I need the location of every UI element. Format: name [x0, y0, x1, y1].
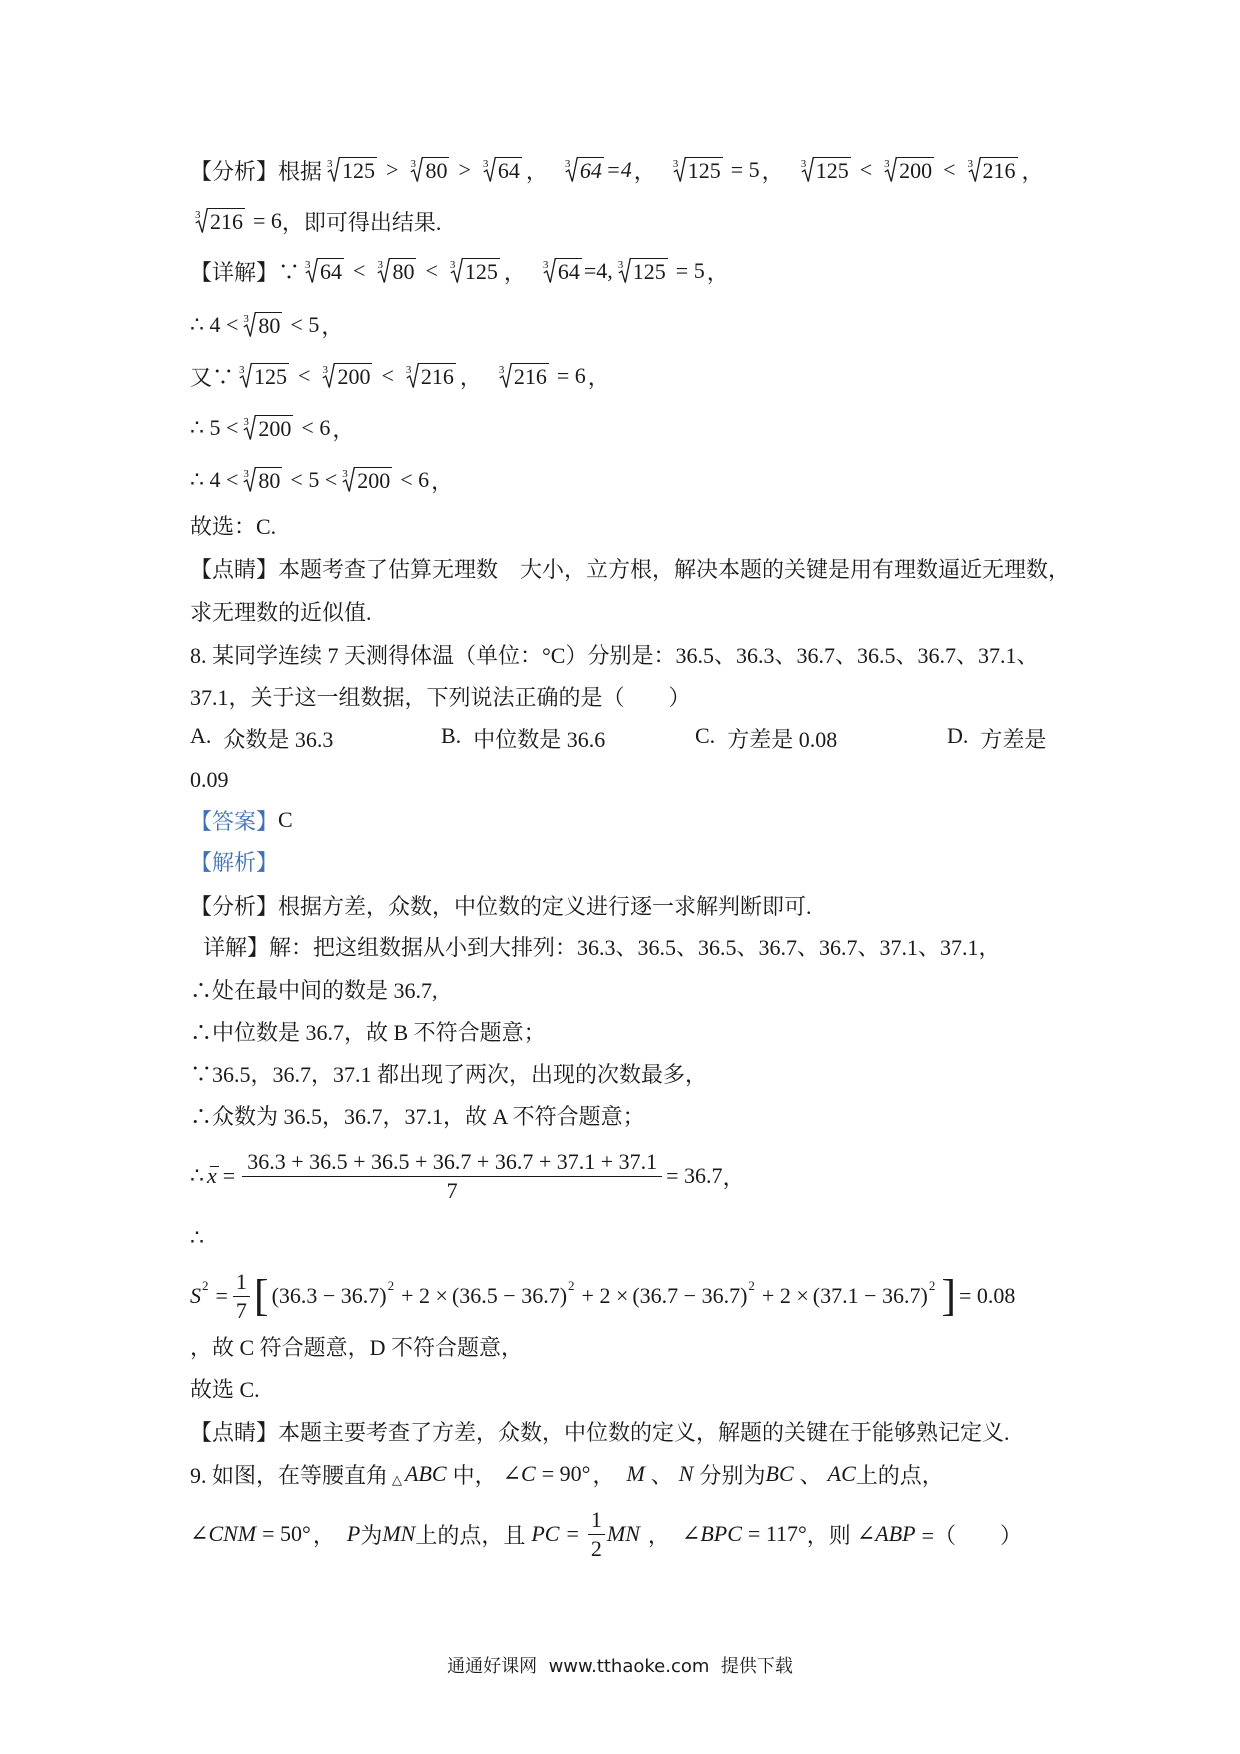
math-expression: = 6 — [253, 208, 282, 233]
text-run: ，即可得出结果. — [281, 209, 442, 235]
math-variable: ABC — [405, 1461, 447, 1486]
fraction — [233, 1268, 250, 1325]
math-variable: N — [678, 1461, 694, 1486]
triangle-symbol: △ — [392, 1472, 403, 1487]
mean-equation — [190, 1141, 745, 1211]
variance-equation — [190, 1266, 1015, 1326]
cube-root — [410, 157, 449, 184]
cube-root — [377, 258, 416, 285]
radicand: 200 — [899, 157, 933, 183]
math-operator: < — [425, 258, 438, 283]
option-text: 中位数是 36.6 — [473, 726, 606, 752]
option-a — [190, 723, 441, 754]
radicand: 216 — [210, 208, 243, 234]
math-expression: (36.5 − 36.7) — [451, 1283, 568, 1308]
math-expression: = 117° — [747, 1521, 807, 1546]
fraction-numerator: 1 — [588, 1506, 605, 1535]
root-index: 3 — [800, 157, 807, 170]
cube-root — [499, 363, 549, 390]
fraction-denominator: 7 — [446, 1177, 458, 1203]
root-index: 3 — [617, 258, 624, 271]
option-text: 0.09 — [190, 767, 229, 792]
superscript: 2 — [387, 1278, 395, 1293]
solution-heading — [190, 846, 278, 876]
question-text: 8. 某同学连续 7 天测得体温（单位：°C）分别是：36.5、36.3、36.7、36.5、36.7、37.1、 — [190, 642, 1039, 668]
radicand: 125 — [632, 258, 666, 284]
math-expression: = 90° — [541, 1461, 591, 1486]
root-index: 3 — [884, 157, 890, 170]
left-bracket: [ — [253, 1271, 269, 1320]
superscript: 2 — [748, 1278, 755, 1293]
fraction-numerator: 1 — [233, 1268, 250, 1297]
cube-root — [884, 157, 934, 184]
option-c — [695, 723, 947, 754]
punctuation: 、 — [650, 1462, 673, 1488]
punctuation: ， — [1021, 158, 1044, 184]
math-expression: ∴ 5 < — [190, 415, 239, 440]
text-run: ∴中位数是 36.7，故 B 不符合题意； — [190, 1019, 546, 1045]
math-expression: + 2 × — [401, 1283, 448, 1308]
text-run: 故选：C. — [190, 513, 277, 539]
superscript: 2 — [568, 1278, 575, 1293]
punctuation: ， — [592, 1462, 615, 1488]
radicand: 125 — [464, 258, 498, 284]
text-run: 【点睛】本题考查了估算无理数 大小，立方根，解决本题的关键是用有理数逼近无理数， — [190, 556, 1071, 582]
fraction — [242, 1148, 662, 1205]
math-variable: BPC — [700, 1521, 742, 1546]
punctuation: ， — [633, 158, 656, 184]
punctuation: ， — [525, 158, 548, 184]
radicand: 125 — [342, 157, 376, 183]
math-expression: (36.7 − 36.7) — [632, 1283, 748, 1308]
q8-stem-line-1 — [190, 639, 1038, 669]
punctuation: ， — [332, 416, 355, 442]
right-bracket: ] — [941, 1271, 956, 1320]
option-d-wrap — [190, 765, 229, 795]
q8-options — [190, 723, 1046, 753]
text-run: ∴众数为 36.5，36.7，37.1，故 A 不符合题意； — [190, 1103, 645, 1129]
q8-detail-line-1 — [203, 931, 1001, 961]
root-index: 3 — [542, 258, 549, 271]
cube-root — [801, 157, 851, 184]
root-index: 3 — [377, 258, 383, 271]
radicand: 125 — [815, 157, 849, 183]
radicand: 80 — [258, 467, 281, 493]
root-index: 3 — [564, 157, 571, 170]
text-run: 【点睛】本题主要考查了方差，众数，中位数的定义，解题的关键在于能够熟记定义. — [190, 1419, 1010, 1445]
math-expression: (36.3 − 36.7) — [271, 1283, 387, 1308]
math-variable: MN — [606, 1521, 640, 1546]
radicand: 80 — [258, 312, 281, 338]
radicand: 216 — [420, 363, 454, 389]
math-variable: M — [626, 1461, 645, 1486]
fraction — [588, 1506, 605, 1563]
root-index: 3 — [243, 312, 249, 325]
math-variable: BC — [765, 1461, 794, 1486]
fraction-denominator: 2 — [590, 1535, 602, 1561]
math-variable: PC — [531, 1521, 560, 1546]
math-variable: AC — [827, 1461, 856, 1486]
angle-symbol: ∠ — [681, 1521, 701, 1546]
math-expression: =4, — [583, 258, 613, 283]
text-run: 【详解】∵ — [190, 259, 301, 285]
math-operator: = — [215, 1283, 228, 1308]
punctuation: ， — [722, 1164, 745, 1190]
q7-detail-line-3 — [190, 361, 622, 391]
punctuation: ， — [587, 364, 610, 390]
root-index: 3 — [322, 363, 328, 376]
q7-choice — [190, 510, 276, 540]
answer-line — [190, 805, 293, 835]
therefore-symbol: ∴ — [190, 1163, 204, 1188]
cube-root — [565, 157, 604, 184]
text-run: ∵36.5，36.7，37.1 都出现了两次，出现的次数最多， — [190, 1061, 708, 1087]
root-index: 3 — [967, 157, 974, 170]
radicand: 64 — [320, 258, 343, 284]
math-operator: = — [222, 1163, 236, 1188]
math-expression: = 5 — [730, 157, 760, 182]
cube-root — [483, 157, 522, 184]
root-index: 3 — [342, 467, 348, 480]
superscript: 2 — [928, 1278, 936, 1293]
root-index: 3 — [239, 363, 245, 376]
q7-analysis-line-2 — [190, 206, 441, 236]
cube-root — [342, 467, 392, 494]
text-run: 又∵ — [190, 364, 235, 390]
punctuation: 、 — [799, 1462, 822, 1488]
radicand: 64 — [497, 157, 520, 183]
option-text: 方差是 0.08 — [727, 726, 838, 752]
cube-root — [305, 258, 344, 285]
q8-detail-line-3 — [190, 1016, 546, 1046]
cube-root — [239, 363, 289, 390]
root-index: 3 — [482, 157, 489, 170]
text-run: 【分析】根据 — [190, 158, 323, 184]
fraction-denominator: 7 — [235, 1297, 247, 1323]
question-text: 为 — [360, 1522, 383, 1548]
root-index: 3 — [410, 157, 416, 170]
cube-root — [968, 157, 1018, 184]
math-expression: < 5 < — [290, 467, 338, 492]
math-variable: S — [190, 1283, 201, 1308]
option-d — [947, 723, 1046, 754]
radicand: 200 — [357, 467, 391, 493]
text-run: 故选 C. — [190, 1376, 260, 1402]
root-index: 3 — [449, 258, 456, 271]
math-expression: = 36.7 — [666, 1163, 723, 1188]
question-text: 9. 如图，在等腰直角 — [190, 1462, 389, 1488]
angle-symbol: ∠ — [502, 1461, 522, 1486]
math-operator: < — [298, 363, 311, 388]
q7-detail-line-1 — [190, 256, 741, 286]
radicand: 64 — [579, 157, 602, 183]
root-index: 3 — [327, 157, 333, 170]
math-expression: = 6 — [556, 363, 586, 388]
question-text: 上的点，且 — [415, 1522, 526, 1548]
variance-tail — [190, 1331, 523, 1361]
question-text: 上的点， — [855, 1462, 944, 1488]
cube-root — [406, 363, 456, 390]
radicand: 80 — [425, 157, 448, 183]
solution-label: 【解析】 — [190, 849, 279, 875]
q7-detail-line-4 — [190, 413, 366, 443]
cube-root — [195, 208, 245, 235]
math-operator: > — [386, 157, 399, 182]
answer-value: C — [278, 807, 293, 832]
math-expression: = 5 — [675, 258, 705, 283]
text-run: 详解】解：把这组数据从小到大排列：36.3、36.5、36.5、36.7、36.7、37.1、37.1， — [203, 934, 1001, 960]
radicand: 125 — [687, 157, 721, 183]
radicand: 80 — [392, 258, 415, 284]
cube-root — [243, 415, 293, 442]
option-b — [441, 723, 695, 754]
fraction-numerator: 36.3 + 36.5 + 36.5 + 36.7 + 36.7 + 37.1 + 37.1 — [242, 1148, 662, 1177]
radicand: 200 — [258, 415, 292, 441]
root-index: 3 — [672, 157, 679, 170]
radicand: 200 — [337, 363, 371, 389]
angle-symbol: ∠ — [190, 1521, 209, 1546]
math-operator: < — [943, 157, 956, 182]
cube-root — [243, 467, 282, 494]
q7-remark-line-2 — [190, 596, 372, 626]
q8-detail-line-4 — [190, 1058, 707, 1088]
root-index: 3 — [243, 415, 249, 428]
punctuation: ， — [503, 259, 526, 285]
math-expression: = 50° — [262, 1521, 311, 1546]
cube-root — [243, 312, 282, 339]
math-expression: < 6 — [301, 415, 331, 440]
radicand: 64 — [557, 258, 580, 284]
cube-root — [450, 258, 500, 285]
q8-stem-line-2 — [190, 681, 691, 711]
q9-stem-line-1 — [190, 1459, 944, 1489]
q8-analysis — [190, 890, 812, 920]
q7-analysis-line-1 — [190, 155, 1056, 185]
cube-root — [618, 258, 668, 285]
q7-detail-line-2 — [190, 310, 355, 340]
text-run: 求无理数的近似值. — [190, 599, 372, 625]
cube-root — [673, 157, 723, 184]
math-variable: C — [521, 1461, 536, 1486]
radicand: 216 — [982, 157, 1016, 183]
cube-root — [543, 258, 582, 285]
text-run: ，故 C 符合题意，D 不符合题意， — [190, 1334, 524, 1360]
punctuation: ， — [312, 1522, 335, 1548]
option-letter: B. — [441, 722, 462, 748]
math-variable: ABP — [875, 1521, 916, 1546]
root-index: 3 — [305, 258, 311, 271]
cube-root — [322, 363, 372, 390]
angle-symbol: ∠ — [856, 1521, 876, 1546]
question-text: 分别为 — [699, 1462, 766, 1488]
punctuation: ， — [459, 364, 482, 390]
root-index: 3 — [498, 363, 505, 376]
question-text: ，则 — [806, 1522, 851, 1548]
math-expression: + 2 × — [761, 1283, 809, 1308]
root-index: 3 — [243, 467, 249, 480]
page-footer: 通通好课网 www.tthaoke.com 提供下载 — [447, 1656, 793, 1677]
q9-stem-line-2 — [190, 1499, 1022, 1569]
q8-detail-line-2 — [190, 974, 438, 1004]
math-expression: =4 — [605, 157, 632, 182]
punctuation: ， — [647, 1522, 670, 1548]
math-expression: < 5 — [290, 312, 320, 337]
math-operator: < — [859, 157, 873, 182]
text-run: ∴处在最中间的数是 36.7, — [190, 977, 438, 1003]
answer-label: 【答案】 — [190, 808, 279, 834]
option-text: 众数是 36.3 — [223, 726, 334, 752]
q8-detail-line-5 — [190, 1100, 645, 1130]
math-expression: + 2 × — [581, 1283, 629, 1308]
option-letter: D. — [947, 722, 969, 748]
root-index: 3 — [195, 208, 201, 221]
superscript: 2 — [202, 1278, 209, 1293]
text-run: 【分析】根据方差，众数，中位数的定义进行逐一求解判断即可. — [190, 893, 812, 919]
question-text: 37.1，关于这一组数据，下列说法正确的是（ ） — [190, 684, 691, 710]
punctuation: ， — [431, 468, 454, 494]
question-text: 中， — [452, 1462, 497, 1488]
option-text: 方差是 — [980, 726, 1047, 752]
math-variable: CNM — [208, 1521, 257, 1546]
math-variable: MN — [382, 1521, 416, 1546]
therefore-line — [190, 1223, 204, 1253]
math-expression: = 0.08 — [958, 1283, 1016, 1308]
punctuation: ， — [761, 158, 784, 184]
math-operator: < — [353, 258, 366, 283]
option-letter: C. — [695, 722, 716, 748]
answer-blank: =（ ） — [921, 1522, 1022, 1548]
therefore-symbol: ∴ — [190, 1225, 204, 1250]
math-expression: (37.1 − 36.7) — [812, 1283, 928, 1308]
q7-detail-line-5 — [190, 465, 465, 495]
root-index: 3 — [405, 363, 412, 376]
math-expression: ∴ 4 < — [190, 312, 239, 337]
q7-remark-line-1 — [190, 553, 1070, 583]
math-operator: > — [458, 157, 471, 182]
punctuation: ， — [706, 259, 729, 285]
radicand: 125 — [254, 363, 288, 389]
cube-root — [327, 157, 377, 184]
q8-remark — [190, 1416, 1010, 1446]
math-operator: = — [566, 1521, 579, 1546]
math-variable: P — [346, 1521, 361, 1546]
radicand: 216 — [513, 363, 547, 389]
math-operator: < — [381, 363, 394, 388]
q8-conclusion — [190, 1373, 260, 1403]
math-expression: ∴ 4 < — [190, 467, 239, 492]
math-expression: < 6 — [400, 467, 430, 492]
punctuation: ， — [321, 313, 344, 339]
mean-symbol: x — [207, 1163, 217, 1188]
option-letter: A. — [190, 722, 212, 748]
